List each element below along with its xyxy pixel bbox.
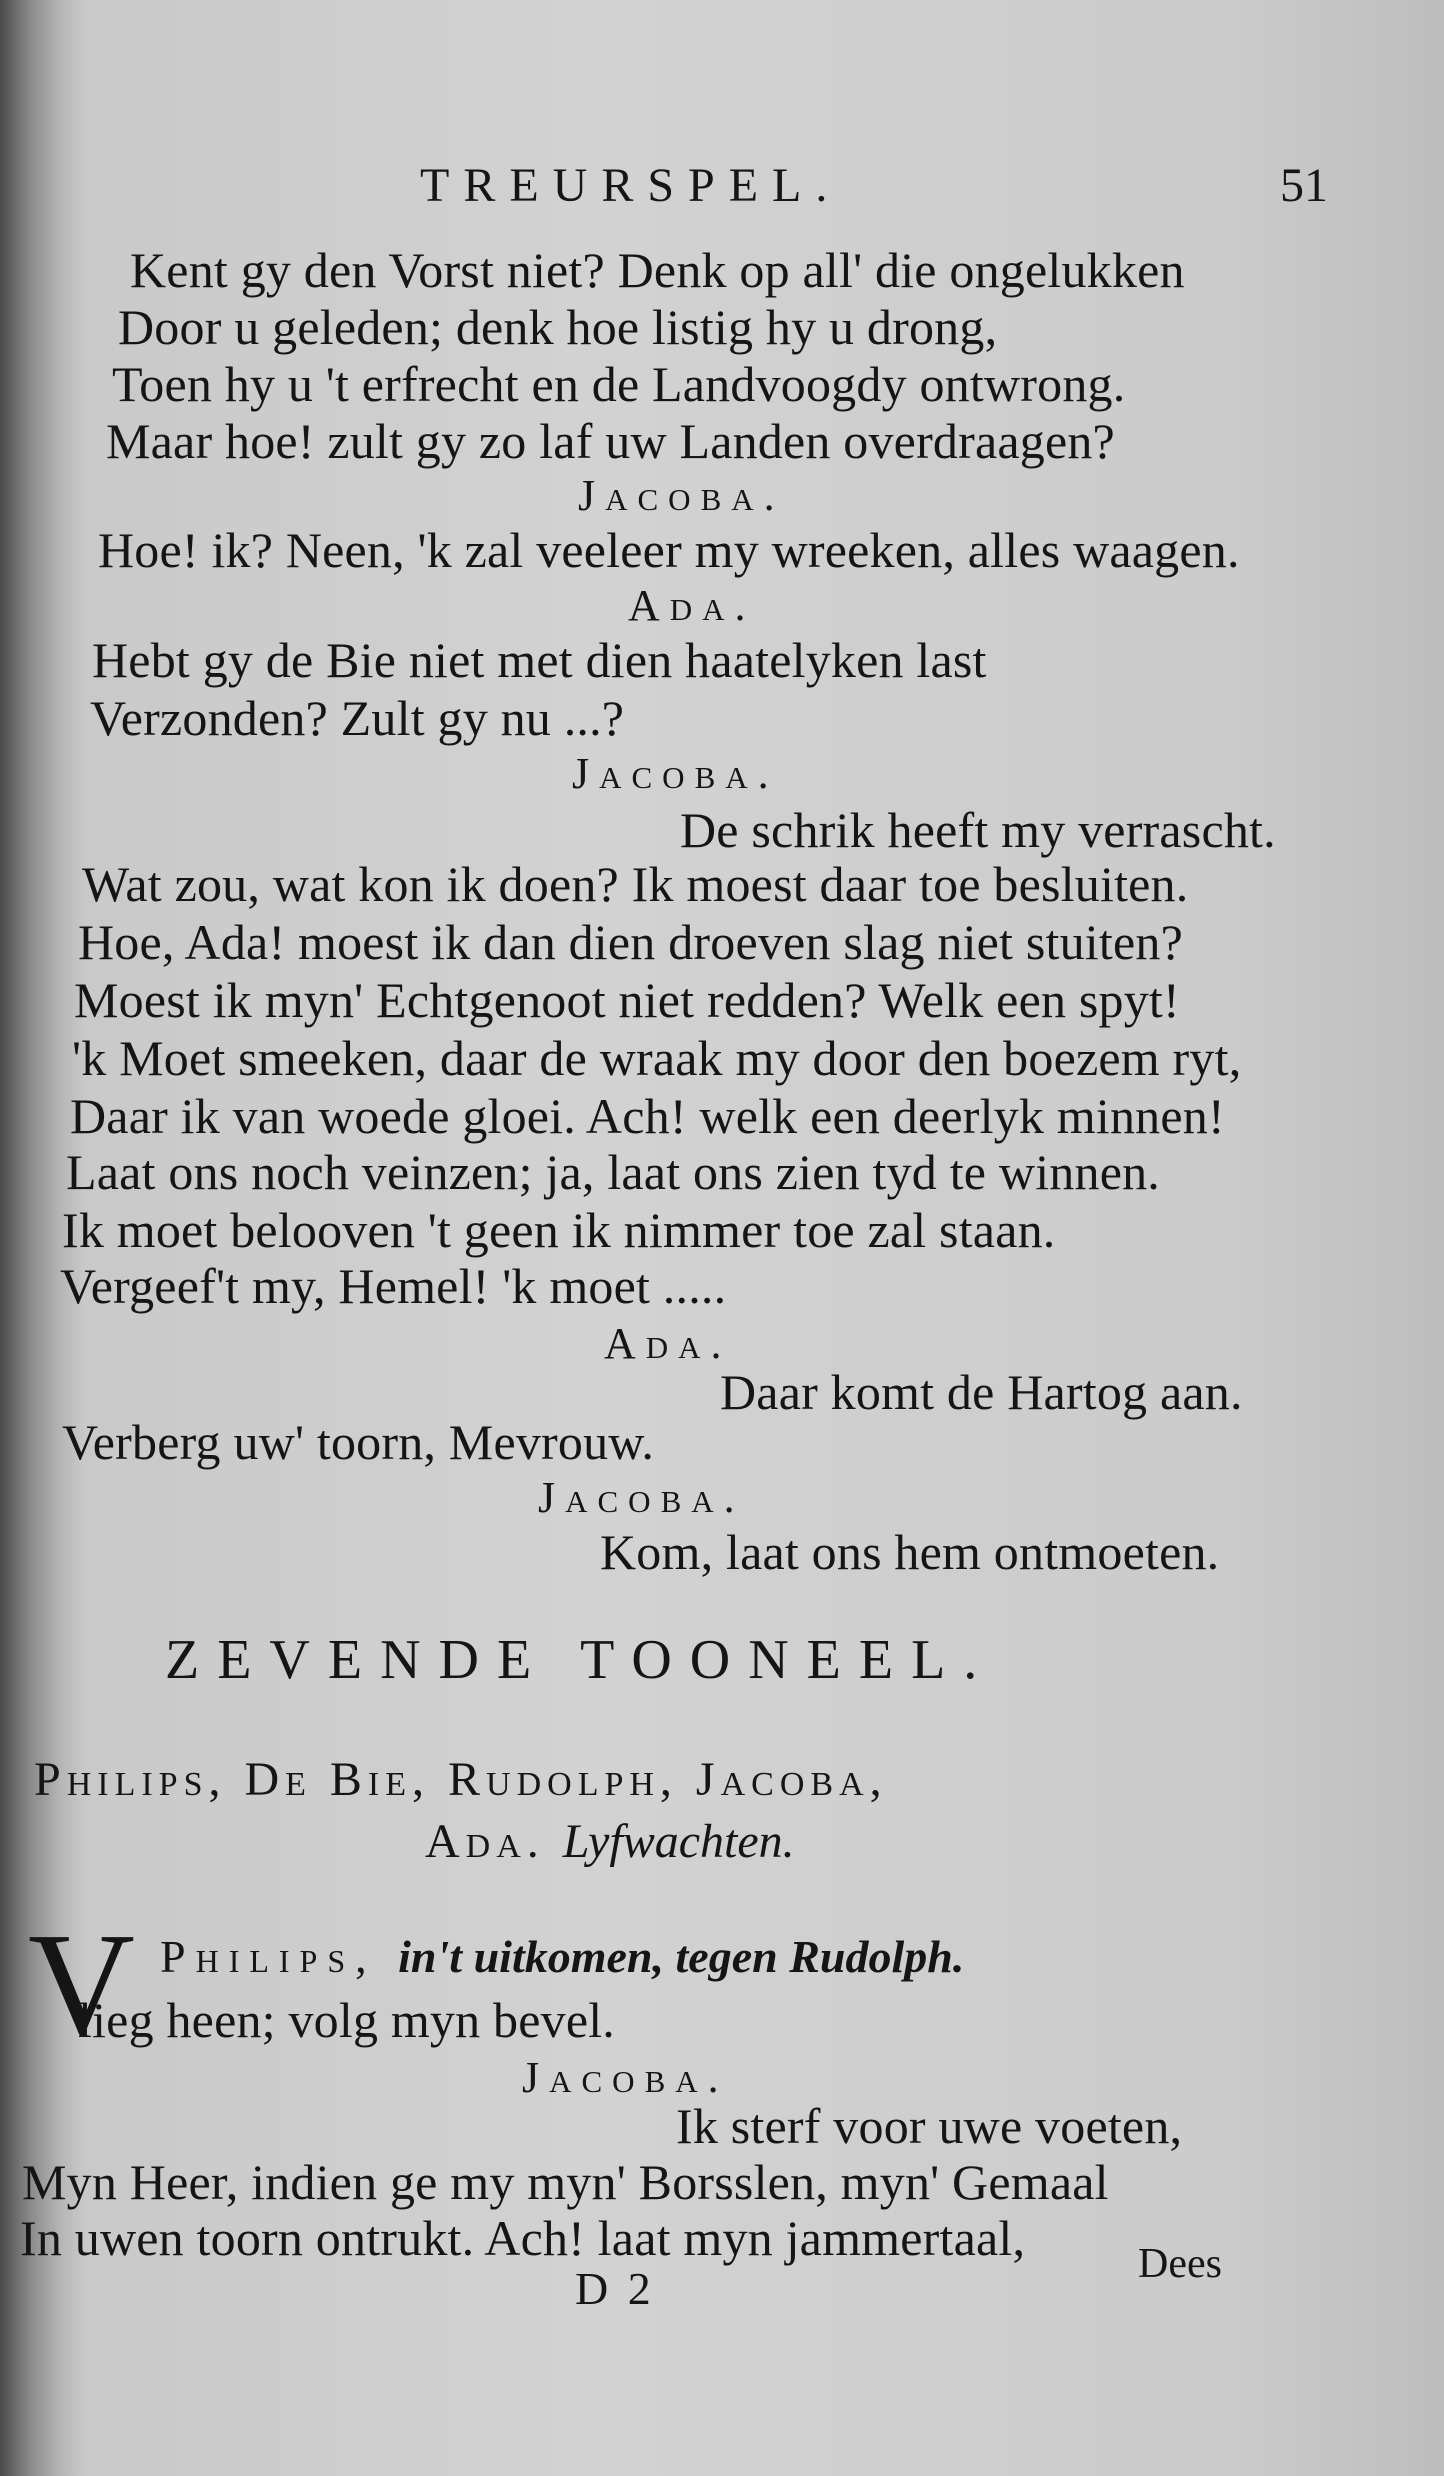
- speaker-name: Ada.: [604, 1319, 732, 1368]
- verse-line: Daar komt de Hartog aan.: [720, 1364, 1243, 1420]
- speaker-name: Philips,: [160, 1931, 377, 1982]
- catchword: Dees: [1138, 2241, 1222, 2287]
- verse-line: In uwen toorn ontrukt. Ach! laat myn jammertaal,: [20, 2210, 1026, 2266]
- verse-line: Daar ik van woede gloei. Ach! welk een deerlyk minnen!: [70, 1088, 1225, 1144]
- signature-mark: D 2: [575, 2263, 655, 2314]
- verse-line: Kom, laat ons hem ontmoeten.: [600, 1524, 1220, 1580]
- verse-line: Verzonden? Zult gy nu ...?: [90, 690, 625, 746]
- verse-line: Wat zou, wat kon ik doen? Ik moest daar toe besluiten.: [82, 856, 1189, 912]
- cast-list-continued: [425, 1814, 795, 1869]
- verse-line: Ik sterf voor uwe voeten,: [676, 2098, 1183, 2154]
- verse-line: lieg heen; volg myn bevel.: [78, 1992, 616, 2048]
- verse-line: De schrik heeft my verrascht.: [680, 802, 1276, 858]
- verse-line: Door u geleden; denk hoe listig hy u drong,: [118, 299, 998, 355]
- speaker-name: Ada.: [628, 581, 756, 630]
- verse-line: Laat ons noch veinzen; ja, laat ons zien tyd te winnen.: [66, 1144, 1160, 1200]
- cast-list: Philips, De Bie, Rudolph, Jacoba,: [34, 1753, 888, 1806]
- speaker-name: Jacoba.: [522, 2053, 729, 2102]
- speaker-name: Jacoba.: [578, 471, 785, 520]
- cast-name: Ada.: [425, 1815, 545, 1868]
- verse-line: Toen hy u 't erfrecht en de Landvoogdy ontwrong.: [112, 356, 1126, 412]
- page-number: 51: [1280, 159, 1328, 212]
- verse-line: Moest ik myn' Echtgenoot niet redden? Welk een spyt!: [74, 972, 1180, 1028]
- cast-extra: Lyfwachten.: [562, 1815, 795, 1868]
- speaker-name: Jacoba.: [538, 1473, 745, 1522]
- verse-line: Hebt gy de Bie niet met dien haatelyken last: [92, 632, 987, 688]
- running-header: TREURSPEL.: [420, 159, 842, 212]
- verse-line: Ik moet belooven 't geen ik nimmer toe zal staan.: [62, 1202, 1056, 1258]
- stage-direction: in't uitkomen, tegen Rudolph.: [398, 1931, 965, 1982]
- verse-line: Kent gy den Vorst niet? Denk op all' die ongelukken: [130, 242, 1185, 298]
- speaker-with-direction: [160, 1930, 964, 1983]
- verse-line: Vergeef't my, Hemel! 'k moet .....: [60, 1258, 727, 1314]
- verse-line: Myn Heer, indien ge my myn' Borsslen, myn' Gemaal: [22, 2154, 1109, 2210]
- verse-line: Verberg uw' toorn, Mevrouw.: [62, 1414, 655, 1470]
- drop-cap: V: [28, 1903, 135, 2067]
- verse-line: Hoe! ik? Neen, 'k zal veeleer my wreeken, alles waagen.: [98, 522, 1240, 578]
- scene-title: ZEVENDE TOONEEL.: [165, 1629, 996, 1691]
- verse-line: 'k Moet smeeken, daar de wraak my door den boezem ryt,: [72, 1030, 1242, 1086]
- speaker-name: Jacoba.: [572, 749, 779, 798]
- verse-line: Hoe, Ada! moest ik dan dien droeven slag niet stuiten?: [78, 914, 1183, 970]
- verse-line: Maar hoe! zult gy zo laf uw Landen overdraagen?: [106, 413, 1115, 469]
